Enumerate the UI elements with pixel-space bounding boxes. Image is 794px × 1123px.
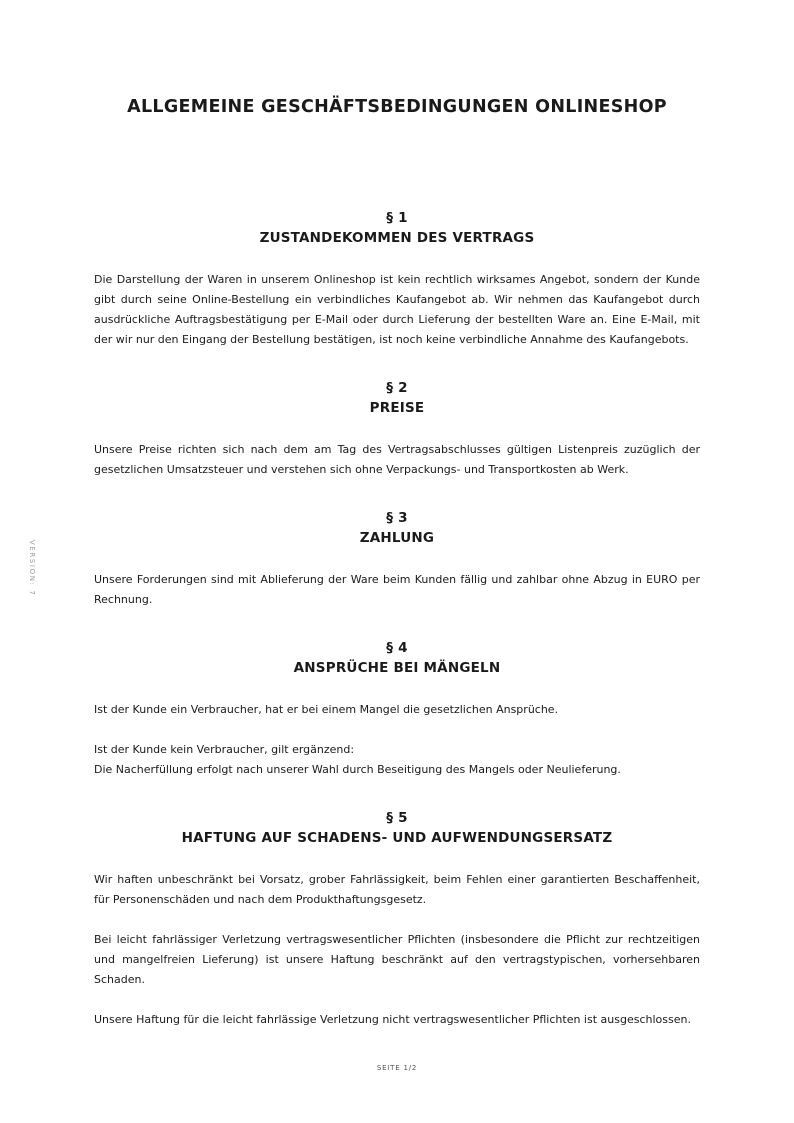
section-5-heading: HAFTUNG AUF SCHADENS- UND AUFWENDUNGSERSATZ <box>181 830 613 846</box>
section-4-paragraph-2-line-1: Ist der Kunde kein Verbraucher, gilt ergänzend: <box>94 743 355 756</box>
section-5-number: § 5 <box>386 810 408 826</box>
section-1 <box>94 208 700 350</box>
section-2-paragraph-1: Unsere Preise richten sich nach dem am Tag des Vertragsabschlusses gültigen Listenpreis zuzüglich der gesetzlichen Umsatzsteuer und verstehen sich ohne Verpackungs- und Transportkosten ab Werk. <box>94 443 700 476</box>
section-4-paragraph-2 <box>94 740 700 780</box>
section-2 <box>94 378 700 480</box>
section-4-paragraph-2-line-2: Die Nacherfüllung erfolgt nach unserer Wahl durch Beseitigung des Mangels oder Neulieferung. <box>94 763 621 776</box>
section-1-paragraph-1: Die Darstellung der Waren in unserem Onlineshop ist kein rechtlich wirksames Angebot, sondern der Kunde gibt durch seine Online-Bestellung ein verbindliches Kaufangebot ab. Wir nehmen das Kaufangebot durch ausdrückliche Auftragsbestätigung per E-Mail oder durch Lieferung der bestellten Ware an. Eine E-Mail, mit der wir nur den Eingang der Bestellung bestätigen, ist noch keine verbindliche Annahme des Kaufangebots. <box>94 273 700 346</box>
section-5-body <box>94 870 700 1030</box>
section-2-heading: PREISE <box>369 400 425 416</box>
section-1-heading: ZUSTANDEKOMMEN DES VERTRAGS <box>259 230 535 246</box>
section-5 <box>94 808 700 1030</box>
section-2-number: § 2 <box>386 380 408 396</box>
section-1-body <box>94 270 700 350</box>
page-number: SEITE 1/2 <box>376 1064 418 1072</box>
section-5-paragraph-3: Unsere Haftung für die leicht fahrlässige Verletzung nicht vertragswesentlicher Pflichten ist ausgeschlossen. <box>94 1013 691 1026</box>
document-body <box>94 208 700 1030</box>
section-4 <box>94 638 700 780</box>
version-label: VERSION: 7 <box>28 540 36 597</box>
section-3-number: § 3 <box>386 510 408 526</box>
section-4-number: § 4 <box>386 640 408 656</box>
section-5-paragraph-1: Wir haften unbeschränkt bei Vorsatz, grober Fahrlässigkeit, beim Fehlen einer garantierten Beschaffenheit, für Personenschäden und nach dem Produkthaftungsgesetz. <box>94 873 700 906</box>
section-1-number: § 1 <box>386 210 408 226</box>
section-4-heading: ANSPRÜCHE BEI MÄNGELN <box>293 660 501 676</box>
section-3-body <box>94 570 700 610</box>
section-4-paragraph-1: Ist der Kunde ein Verbraucher, hat er bei einem Mangel die gesetzlichen Ansprüche. <box>94 703 559 716</box>
section-2-body <box>94 440 700 480</box>
section-3-heading: ZAHLUNG <box>359 530 435 546</box>
page-title: ALLGEMEINE GESCHÄFTSBEDINGUNGEN ONLINESHOP <box>127 97 667 117</box>
section-3 <box>94 508 700 610</box>
section-3-paragraph-1: Unsere Forderungen sind mit Ablieferung der Ware beim Kunden fällig und zahlbar ohne Abzug in EURO per Rechnung. <box>94 573 700 606</box>
section-5-paragraph-2: Bei leicht fahrlässiger Verletzung vertragswesentlicher Pflichten (insbesondere die Pflicht zur rechtzeitigen und mangelfreien Lieferung) ist unsere Haftung beschränkt auf den vertragstypischen, vorhersehbaren Schaden. <box>94 933 700 986</box>
section-4-body <box>94 700 700 780</box>
